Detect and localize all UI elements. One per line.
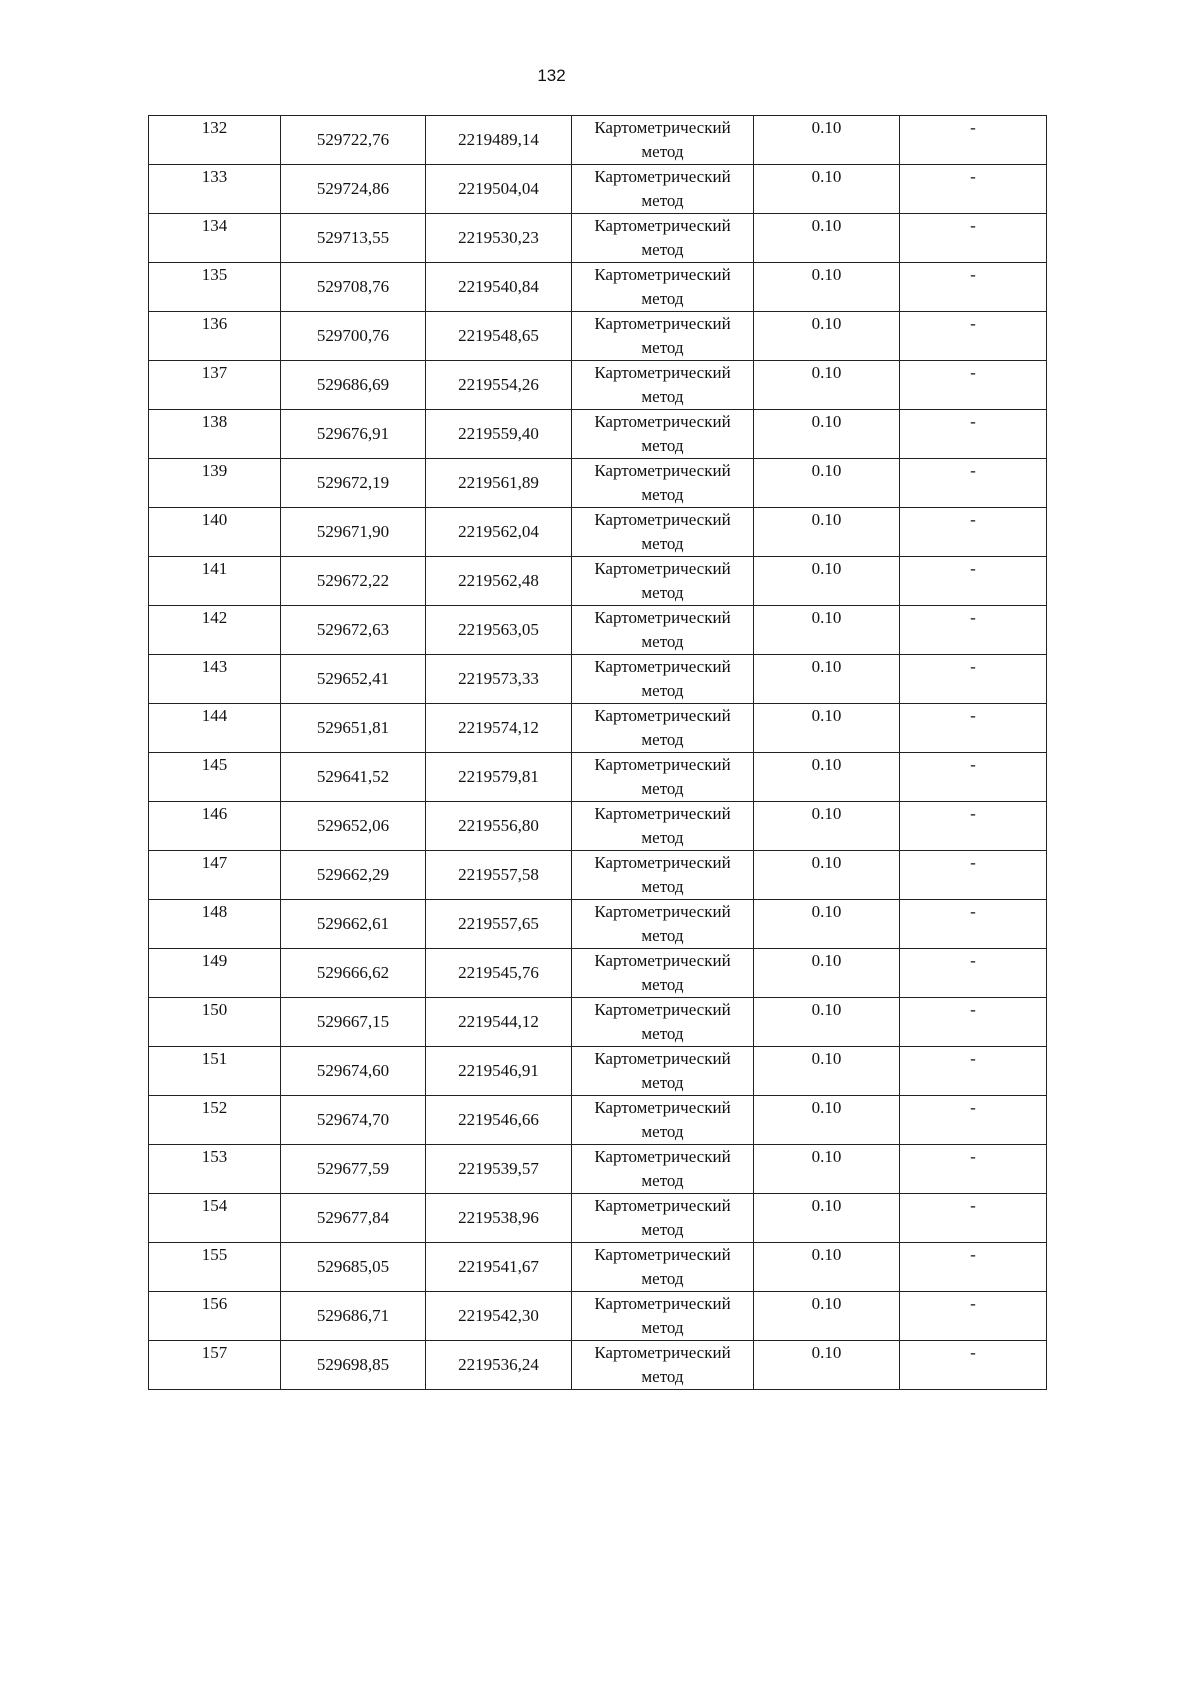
accuracy-cell: 0.10 — [754, 1047, 900, 1096]
table-row — [149, 1243, 1047, 1292]
method-line-2: метод — [641, 583, 684, 602]
y-coordinate-cell: 2219557,58 — [426, 851, 572, 900]
description-cell: - — [900, 1194, 1047, 1243]
method-line-1: Картометрический — [594, 1147, 731, 1166]
point-number-cell: 147 — [149, 851, 281, 900]
description-cell: - — [900, 557, 1047, 606]
description-cell: - — [900, 655, 1047, 704]
accuracy-cell: 0.10 — [754, 263, 900, 312]
table-row — [149, 998, 1047, 1047]
description-cell: - — [900, 1145, 1047, 1194]
method-cell — [572, 116, 754, 165]
description-cell: - — [900, 312, 1047, 361]
accuracy-cell: 0.10 — [754, 998, 900, 1047]
x-coordinate-cell: 529672,22 — [281, 557, 426, 606]
accuracy-cell: 0.10 — [754, 753, 900, 802]
x-coordinate-cell: 529667,15 — [281, 998, 426, 1047]
table-row — [149, 753, 1047, 802]
method-line-1: Картометрический — [594, 706, 731, 725]
method-line-1: Картометрический — [594, 1245, 731, 1264]
method-line-2: метод — [641, 240, 684, 259]
description-cell: - — [900, 1292, 1047, 1341]
description-cell: - — [900, 410, 1047, 459]
table-row — [149, 459, 1047, 508]
table-row — [149, 1047, 1047, 1096]
method-cell — [572, 655, 754, 704]
accuracy-cell: 0.10 — [754, 655, 900, 704]
x-coordinate-cell: 529724,86 — [281, 165, 426, 214]
table-row — [149, 655, 1047, 704]
point-number-cell: 146 — [149, 802, 281, 851]
y-coordinate-cell: 2219562,04 — [426, 508, 572, 557]
y-coordinate-cell: 2219556,80 — [426, 802, 572, 851]
method-cell — [572, 361, 754, 410]
method-cell — [572, 312, 754, 361]
accuracy-cell: 0.10 — [754, 165, 900, 214]
point-number-cell: 134 — [149, 214, 281, 263]
method-line-1: Картометрический — [594, 363, 731, 382]
description-cell: - — [900, 998, 1047, 1047]
x-coordinate-cell: 529677,84 — [281, 1194, 426, 1243]
x-coordinate-cell: 529674,60 — [281, 1047, 426, 1096]
table-row — [149, 312, 1047, 361]
accuracy-cell: 0.10 — [754, 312, 900, 361]
x-coordinate-cell: 529652,41 — [281, 655, 426, 704]
method-cell — [572, 263, 754, 312]
method-line-1: Картометрический — [594, 412, 731, 431]
x-coordinate-cell: 529662,29 — [281, 851, 426, 900]
x-coordinate-cell: 529700,76 — [281, 312, 426, 361]
accuracy-cell: 0.10 — [754, 214, 900, 263]
page-number: 132 — [537, 66, 566, 85]
description-cell: - — [900, 361, 1047, 410]
y-coordinate-cell: 2219561,89 — [426, 459, 572, 508]
y-coordinate-cell: 2219540,84 — [426, 263, 572, 312]
description-cell: - — [900, 214, 1047, 263]
y-coordinate-cell: 2219554,26 — [426, 361, 572, 410]
table-row — [149, 1096, 1047, 1145]
y-coordinate-cell: 2219557,65 — [426, 900, 572, 949]
x-coordinate-cell: 529676,91 — [281, 410, 426, 459]
method-cell — [572, 851, 754, 900]
method-cell — [572, 459, 754, 508]
method-line-1: Картометрический — [594, 559, 731, 578]
point-number-cell: 133 — [149, 165, 281, 214]
x-coordinate-cell: 529666,62 — [281, 949, 426, 998]
method-cell — [572, 1292, 754, 1341]
method-line-1: Картометрический — [594, 118, 731, 137]
table-row — [149, 214, 1047, 263]
accuracy-cell: 0.10 — [754, 361, 900, 410]
point-number-cell: 157 — [149, 1341, 281, 1390]
accuracy-cell: 0.10 — [754, 900, 900, 949]
x-coordinate-cell: 529686,71 — [281, 1292, 426, 1341]
accuracy-cell: 0.10 — [754, 557, 900, 606]
description-cell: - — [900, 508, 1047, 557]
method-cell — [572, 1145, 754, 1194]
method-cell — [572, 410, 754, 459]
method-cell — [572, 1047, 754, 1096]
x-coordinate-cell: 529674,70 — [281, 1096, 426, 1145]
method-cell — [572, 557, 754, 606]
method-line-1: Картометрический — [594, 1294, 731, 1313]
method-cell — [572, 753, 754, 802]
table-row — [149, 1194, 1047, 1243]
method-line-1: Картометрический — [594, 265, 731, 284]
accuracy-cell: 0.10 — [754, 116, 900, 165]
point-number-cell: 155 — [149, 1243, 281, 1292]
method-cell — [572, 949, 754, 998]
method-line-2: метод — [641, 681, 684, 700]
method-line-1: Картометрический — [594, 1049, 731, 1068]
accuracy-cell: 0.10 — [754, 1243, 900, 1292]
table-row — [149, 1341, 1047, 1390]
table-row — [149, 1292, 1047, 1341]
x-coordinate-cell: 529662,61 — [281, 900, 426, 949]
table-row — [149, 165, 1047, 214]
point-number-cell: 139 — [149, 459, 281, 508]
point-number-cell: 137 — [149, 361, 281, 410]
x-coordinate-cell: 529708,76 — [281, 263, 426, 312]
method-line-1: Картометрический — [594, 216, 731, 235]
x-coordinate-cell: 529652,06 — [281, 802, 426, 851]
accuracy-cell: 0.10 — [754, 704, 900, 753]
method-line-2: метод — [641, 1171, 684, 1190]
accuracy-cell: 0.10 — [754, 949, 900, 998]
method-cell — [572, 704, 754, 753]
method-line-2: метод — [641, 1220, 684, 1239]
point-number-cell: 148 — [149, 900, 281, 949]
method-line-1: Картометрический — [594, 608, 731, 627]
y-coordinate-cell: 2219530,23 — [426, 214, 572, 263]
y-coordinate-cell: 2219544,12 — [426, 998, 572, 1047]
description-cell: - — [900, 1341, 1047, 1390]
description-cell: - — [900, 116, 1047, 165]
method-line-2: метод — [641, 1269, 684, 1288]
method-cell — [572, 165, 754, 214]
table-row — [149, 900, 1047, 949]
description-cell: - — [900, 1096, 1047, 1145]
coordinates-table-body — [149, 116, 1047, 1390]
y-coordinate-cell: 2219541,67 — [426, 1243, 572, 1292]
method-line-1: Картометрический — [594, 1196, 731, 1215]
method-line-2: метод — [641, 485, 684, 504]
y-coordinate-cell: 2219539,57 — [426, 1145, 572, 1194]
table-row — [149, 116, 1047, 165]
point-number-cell: 143 — [149, 655, 281, 704]
method-line-1: Картометрический — [594, 1000, 731, 1019]
y-coordinate-cell: 2219548,65 — [426, 312, 572, 361]
method-cell — [572, 802, 754, 851]
method-line-1: Картометрический — [594, 755, 731, 774]
point-number-cell: 135 — [149, 263, 281, 312]
description-cell: - — [900, 851, 1047, 900]
table-row — [149, 508, 1047, 557]
point-number-cell: 136 — [149, 312, 281, 361]
point-number-cell: 138 — [149, 410, 281, 459]
method-cell — [572, 900, 754, 949]
method-line-2: метод — [641, 975, 684, 994]
table-row — [149, 557, 1047, 606]
x-coordinate-cell: 529641,52 — [281, 753, 426, 802]
description-cell: - — [900, 165, 1047, 214]
point-number-cell: 153 — [149, 1145, 281, 1194]
description-cell: - — [900, 459, 1047, 508]
x-coordinate-cell: 529672,19 — [281, 459, 426, 508]
method-cell — [572, 1096, 754, 1145]
y-coordinate-cell: 2219489,14 — [426, 116, 572, 165]
method-cell — [572, 998, 754, 1047]
accuracy-cell: 0.10 — [754, 1194, 900, 1243]
method-line-1: Картометрический — [594, 1343, 731, 1362]
table-row — [149, 361, 1047, 410]
method-cell — [572, 1341, 754, 1390]
method-line-2: метод — [641, 191, 684, 210]
method-line-2: метод — [641, 1024, 684, 1043]
description-cell: - — [900, 949, 1047, 998]
table-row — [149, 704, 1047, 753]
description-cell: - — [900, 753, 1047, 802]
method-line-1: Картометрический — [594, 657, 731, 676]
method-cell — [572, 214, 754, 263]
point-number-cell: 150 — [149, 998, 281, 1047]
method-cell — [572, 606, 754, 655]
y-coordinate-cell: 2219559,40 — [426, 410, 572, 459]
table-row — [149, 1145, 1047, 1194]
accuracy-cell: 0.10 — [754, 459, 900, 508]
table-row — [149, 263, 1047, 312]
point-number-cell: 132 — [149, 116, 281, 165]
method-cell — [572, 1243, 754, 1292]
x-coordinate-cell: 529722,76 — [281, 116, 426, 165]
x-coordinate-cell: 529685,05 — [281, 1243, 426, 1292]
method-line-1: Картометрический — [594, 167, 731, 186]
point-number-cell: 151 — [149, 1047, 281, 1096]
y-coordinate-cell: 2219546,91 — [426, 1047, 572, 1096]
accuracy-cell: 0.10 — [754, 410, 900, 459]
y-coordinate-cell: 2219573,33 — [426, 655, 572, 704]
method-line-1: Картометрический — [594, 804, 731, 823]
description-cell: - — [900, 1047, 1047, 1096]
accuracy-cell: 0.10 — [754, 1096, 900, 1145]
description-cell: - — [900, 900, 1047, 949]
accuracy-cell: 0.10 — [754, 508, 900, 557]
accuracy-cell: 0.10 — [754, 851, 900, 900]
description-cell: - — [900, 1243, 1047, 1292]
method-line-1: Картометрический — [594, 314, 731, 333]
method-line-2: метод — [641, 779, 684, 798]
point-number-cell: 145 — [149, 753, 281, 802]
point-number-cell: 142 — [149, 606, 281, 655]
method-cell — [572, 1194, 754, 1243]
method-line-2: метод — [641, 338, 684, 357]
method-line-1: Картометрический — [594, 461, 731, 480]
point-number-cell: 154 — [149, 1194, 281, 1243]
method-line-1: Картометрический — [594, 510, 731, 529]
method-line-2: метод — [641, 142, 684, 161]
method-line-2: метод — [641, 877, 684, 896]
y-coordinate-cell: 2219542,30 — [426, 1292, 572, 1341]
method-line-1: Картометрический — [594, 853, 731, 872]
point-number-cell: 140 — [149, 508, 281, 557]
point-number-cell: 156 — [149, 1292, 281, 1341]
method-line-2: метод — [641, 1318, 684, 1337]
method-line-2: метод — [641, 1073, 684, 1092]
y-coordinate-cell: 2219538,96 — [426, 1194, 572, 1243]
y-coordinate-cell: 2219579,81 — [426, 753, 572, 802]
method-line-2: метод — [641, 828, 684, 847]
method-line-1: Картометрический — [594, 951, 731, 970]
method-line-2: метод — [641, 632, 684, 651]
x-coordinate-cell: 529713,55 — [281, 214, 426, 263]
method-line-1: Картометрический — [594, 1098, 731, 1117]
method-line-2: метод — [641, 730, 684, 749]
method-line-2: метод — [641, 289, 684, 308]
method-cell — [572, 508, 754, 557]
method-line-2: метод — [641, 436, 684, 455]
point-number-cell: 149 — [149, 949, 281, 998]
point-number-cell: 152 — [149, 1096, 281, 1145]
accuracy-cell: 0.10 — [754, 1341, 900, 1390]
coordinates-table — [148, 115, 1047, 1390]
table-row — [149, 410, 1047, 459]
description-cell: - — [900, 263, 1047, 312]
accuracy-cell: 0.10 — [754, 1292, 900, 1341]
point-number-cell: 141 — [149, 557, 281, 606]
y-coordinate-cell: 2219562,48 — [426, 557, 572, 606]
accuracy-cell: 0.10 — [754, 802, 900, 851]
description-cell: - — [900, 704, 1047, 753]
method-line-2: метод — [641, 387, 684, 406]
accuracy-cell: 0.10 — [754, 1145, 900, 1194]
point-number-cell: 144 — [149, 704, 281, 753]
method-line-1: Картометрический — [594, 902, 731, 921]
y-coordinate-cell: 2219574,12 — [426, 704, 572, 753]
description-cell: - — [900, 606, 1047, 655]
x-coordinate-cell: 529671,90 — [281, 508, 426, 557]
x-coordinate-cell: 529686,69 — [281, 361, 426, 410]
y-coordinate-cell: 2219536,24 — [426, 1341, 572, 1390]
table-row — [149, 949, 1047, 998]
table-row — [149, 606, 1047, 655]
y-coordinate-cell: 2219504,04 — [426, 165, 572, 214]
x-coordinate-cell: 529698,85 — [281, 1341, 426, 1390]
method-line-2: метод — [641, 1122, 684, 1141]
y-coordinate-cell: 2219563,05 — [426, 606, 572, 655]
table-row — [149, 802, 1047, 851]
x-coordinate-cell: 529651,81 — [281, 704, 426, 753]
x-coordinate-cell: 529677,59 — [281, 1145, 426, 1194]
x-coordinate-cell: 529672,63 — [281, 606, 426, 655]
description-cell: - — [900, 802, 1047, 851]
accuracy-cell: 0.10 — [754, 606, 900, 655]
method-line-2: метод — [641, 1367, 684, 1386]
y-coordinate-cell: 2219545,76 — [426, 949, 572, 998]
y-coordinate-cell: 2219546,66 — [426, 1096, 572, 1145]
method-line-2: метод — [641, 534, 684, 553]
method-line-2: метод — [641, 926, 684, 945]
table-row — [149, 851, 1047, 900]
